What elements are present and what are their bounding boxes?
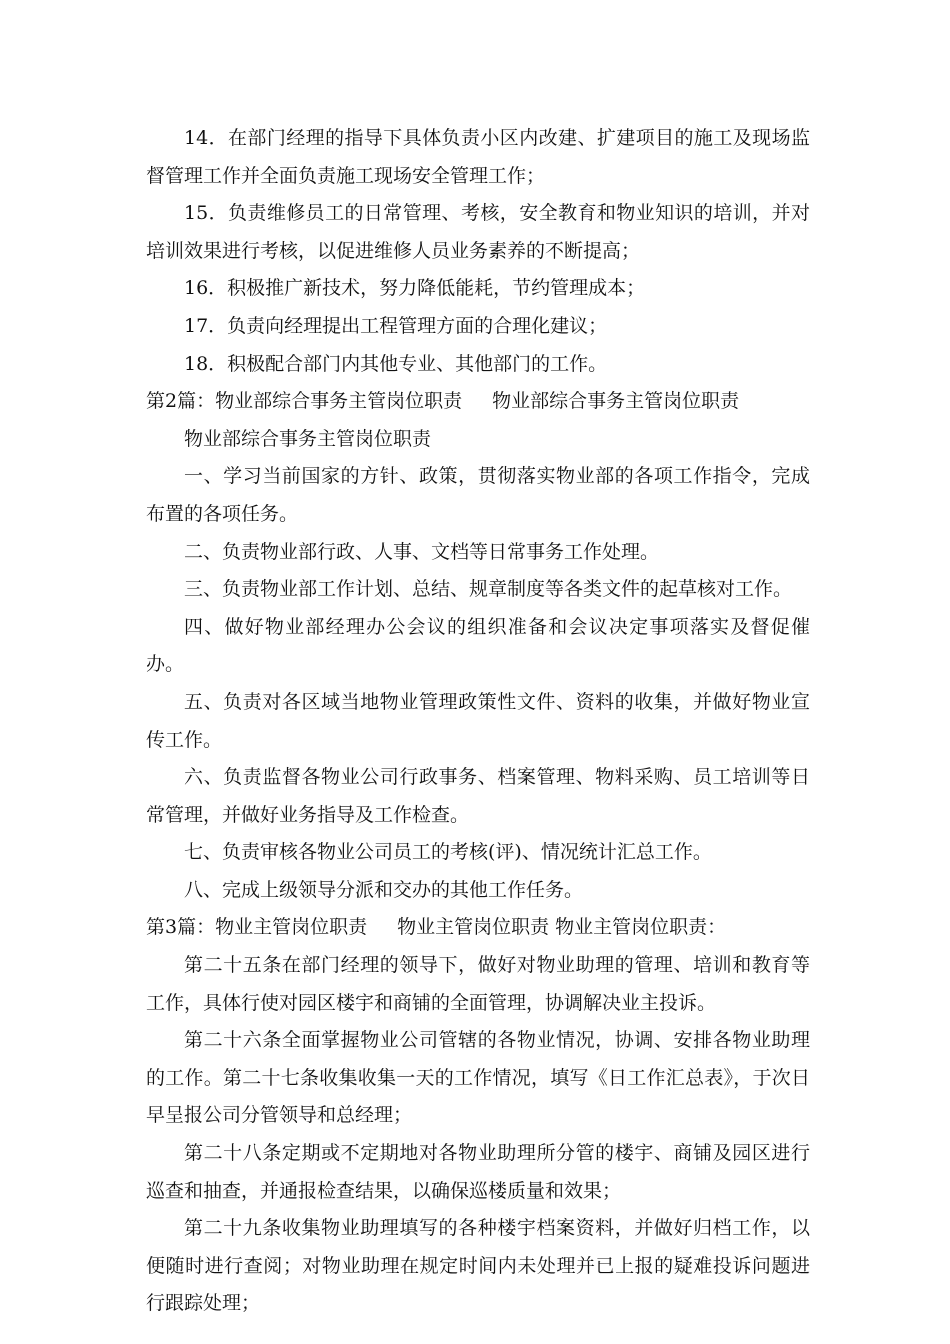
- paragraph-item-18: 18．积极配合部门内其他专业、其他部门的工作。: [184, 352, 608, 375]
- section-heading-3: [146, 909, 810, 947]
- section-3-item-28: 第二十八条定期或不定期地对各物业助理所分管的楼宇、商铺及园区进行巡查和抽查，并通报检查结果，以确保巡楼质量和效果；: [146, 1142, 810, 1202]
- section-2-title-line: 物业部综合事务主管岗位职责: [184, 427, 432, 450]
- section-3-item-25: 第二十五条在部门经理的领导下，做好对物业助理的管理、培训和教育等工作，具体行使对园区楼宇和商铺的全面管理，协调解决业主投诉。: [146, 954, 810, 1014]
- section-3-item-29: 第二十九条收集物业助理填写的各种楼宇档案资料，并做好归档工作，以便随时进行查阅；对物业助理在规定时间内未处理并已上报的疑难投诉问题进行跟踪处理；: [146, 1217, 810, 1315]
- paragraph-item-15: 15．负责维修员工的日常管理、考核，安全教育和物业知识的培训，并对培训效果进行考核，以促进维修人员业务素养的不断提高；: [146, 202, 810, 262]
- section-heading-2-subtitle: 物业部综合事务主管岗位职责: [492, 390, 740, 413]
- section-heading-2-title: 第2篇：物业部综合事务主管岗位职责: [146, 390, 463, 413]
- section-heading-3-subtitle: 物业主管岗位职责 物业主管岗位职责：: [397, 916, 727, 939]
- section-2-item-2: 二、负责物业部行政、人事、文档等日常事务工作处理。: [184, 540, 660, 563]
- paragraph-item-17: 17．负责向经理提出工程管理方面的合理化建议；: [184, 314, 608, 337]
- section-heading-2: [146, 383, 810, 421]
- paragraph-item-16: 16．积极推广新技术，努力降低能耗，节约管理成本；: [184, 277, 646, 300]
- section-heading-3-title: 第3篇：物业主管岗位职责: [146, 916, 368, 939]
- paragraph-item-14: 14．在部门经理的指导下具体负责小区内改建、扩建项目的施工及现场监督管理工作并全面负责施工现场安全管理工作；: [146, 127, 810, 187]
- section-3-item-26-27: 第二十六条全面掌握物业公司管辖的各物业情况，协调、安排各物业助理的工作。第二十七条收集收集一天的工作情况，填写《日工作汇总表》，于次日早呈报公司分管领导和总经理；: [146, 1029, 810, 1127]
- section-2-item-6: 六、负责监督各物业公司行政事务、档案管理、物料采购、员工培训等日常管理，并做好业务指导及工作检查。: [146, 766, 810, 826]
- section-2-item-8: 八、完成上级领导分派和交办的其他工作任务。: [184, 878, 584, 901]
- section-2-item-3: 三、负责物业部工作计划、总结、规章制度等各类文件的起草核对工作。: [184, 578, 793, 601]
- document-body: [146, 120, 810, 1323]
- section-2-item-7: 七、负责审核各物业公司员工的考核(评)、情况统计汇总工作。: [184, 841, 712, 864]
- section-2-item-5: 五、负责对各区域当地物业管理政策性文件、资料的收集，并做好物业宣传工作。: [146, 690, 810, 751]
- section-2-item-4: 四、做好物业部经理办公会议的组织准备和会议决定事项落实及督促催办。: [146, 615, 810, 676]
- section-2-item-1: 一、学习当前国家的方针、政策，贯彻落实物业部的各项工作指令，完成布置的各项任务。: [146, 465, 810, 525]
